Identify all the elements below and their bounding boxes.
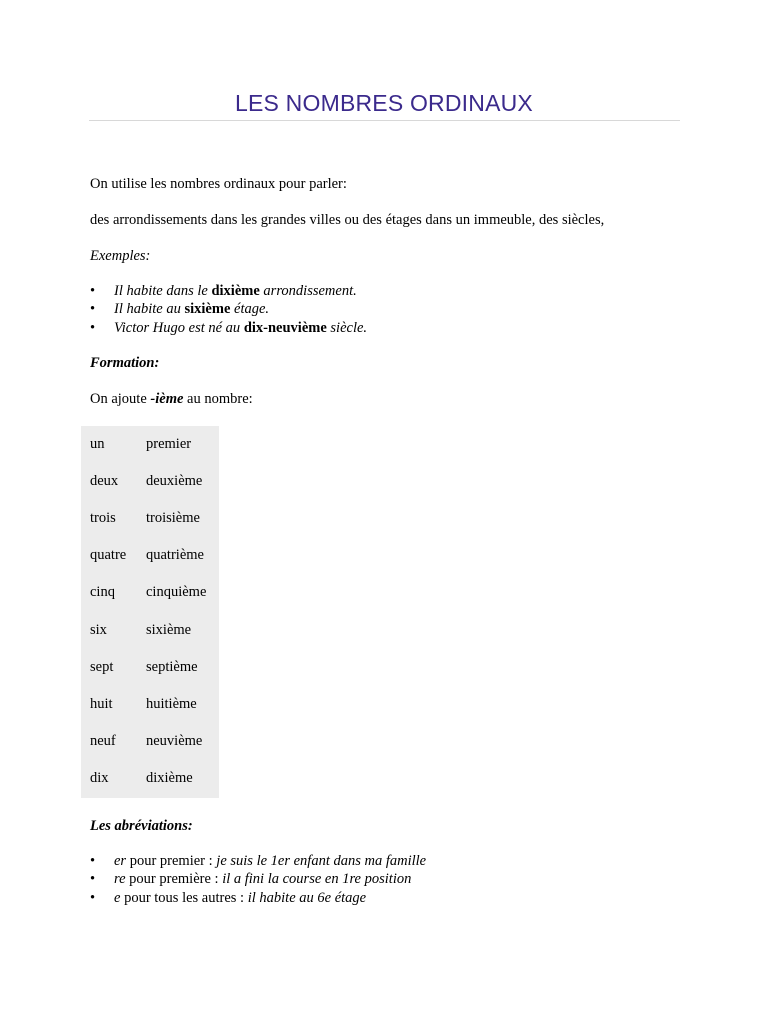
table-row — [81, 473, 219, 510]
cardinal-cell: sept — [90, 659, 114, 675]
abbreviations-list — [90, 852, 426, 907]
title-divider — [89, 120, 680, 121]
ordinal-cell: dixième — [146, 770, 193, 786]
rule-text: On ajoute — [90, 391, 151, 407]
uses-paragraph: des arrondissements dans les grandes villes ou des étages dans un immeuble, des siècles, — [90, 212, 605, 228]
bullet-marker: • — [90, 283, 96, 299]
cardinal-cell: quatre — [90, 547, 127, 563]
ordinal-cell: premier — [146, 436, 192, 452]
examples-label: Exemples: — [90, 248, 151, 264]
ordinal-cell: sixième — [146, 622, 192, 638]
cardinal-cell: huit — [90, 696, 113, 712]
example-text: Il habite au — [114, 301, 185, 318]
abbreviation-example: il habite au 6e étage — [247, 889, 367, 906]
bullet-marker: • — [90, 853, 96, 869]
example-text: étage. — [230, 301, 270, 318]
ordinal-table — [81, 426, 219, 798]
table-row — [81, 584, 219, 621]
abbreviation-example: je suis le 1er enfant dans ma famille — [216, 853, 427, 869]
formation-rule — [90, 391, 253, 408]
intro-paragraph: On utilise les nombres ordinaux pour parler: — [90, 176, 347, 192]
ordinal-cell: troisième — [146, 510, 200, 526]
cardinal-cell: six — [90, 622, 107, 638]
abbreviations-label: Les abréviations: — [90, 818, 193, 834]
bullet-marker: • — [90, 301, 96, 318]
abbreviation-desc: pour tous les autres : — [120, 889, 248, 906]
cardinal-cell: cinq — [90, 584, 115, 600]
rule-suffix: -ième — [150, 391, 184, 407]
table-row — [81, 696, 219, 733]
abbreviation-example: il a fini la course en 1re position — [222, 871, 412, 888]
ordinal-cell: septième — [146, 659, 198, 675]
cardinal-cell: un — [90, 436, 105, 452]
table-row — [81, 733, 219, 770]
ordinal-cell: cinquième — [146, 584, 207, 600]
ordinal-cell: deuxième — [146, 473, 203, 489]
abbreviation-desc: pour première : — [125, 871, 223, 888]
list-item — [90, 870, 426, 888]
abbreviation-desc: pour premier : — [126, 853, 217, 869]
bullet-marker: • — [90, 319, 96, 336]
list-item — [90, 852, 426, 870]
table-row — [81, 436, 219, 473]
example-text: Il habite dans le — [114, 283, 212, 299]
bullet-marker: • — [90, 871, 96, 888]
list-item — [90, 889, 426, 907]
bullet-marker: • — [90, 889, 96, 906]
ordinal-cell: huitième — [146, 696, 197, 712]
list-item — [90, 282, 367, 300]
cardinal-cell: dix — [90, 770, 109, 786]
examples-list — [90, 282, 367, 337]
table-row — [81, 659, 219, 696]
table-row — [81, 547, 219, 584]
abbreviation: e — [114, 889, 121, 906]
list-item — [90, 319, 367, 337]
example-text: siècle. — [326, 319, 368, 336]
abbreviation: er — [114, 853, 127, 869]
abbreviation: re — [114, 871, 126, 888]
table-row — [81, 770, 219, 807]
cardinal-cell: trois — [90, 510, 116, 526]
list-item — [90, 300, 367, 318]
page-title: LES NOMBRES ORDINAUX — [235, 90, 533, 116]
formation-label: Formation: — [90, 355, 160, 371]
cardinal-cell: deux — [90, 473, 119, 489]
example-ordinal: sixième — [184, 301, 231, 318]
example-ordinal: dix-neuvième — [243, 319, 327, 336]
rule-text: au nombre: — [183, 391, 253, 407]
example-ordinal: dixième — [211, 283, 260, 299]
cardinal-cell: neuf — [90, 733, 116, 749]
ordinal-cell: neuvième — [146, 733, 203, 749]
table-row — [81, 510, 219, 547]
example-text: Victor Hugo est né au — [114, 319, 244, 336]
table-row — [81, 622, 219, 659]
example-text: arrondissement. — [259, 283, 357, 299]
ordinal-cell: quatrième — [146, 547, 204, 563]
